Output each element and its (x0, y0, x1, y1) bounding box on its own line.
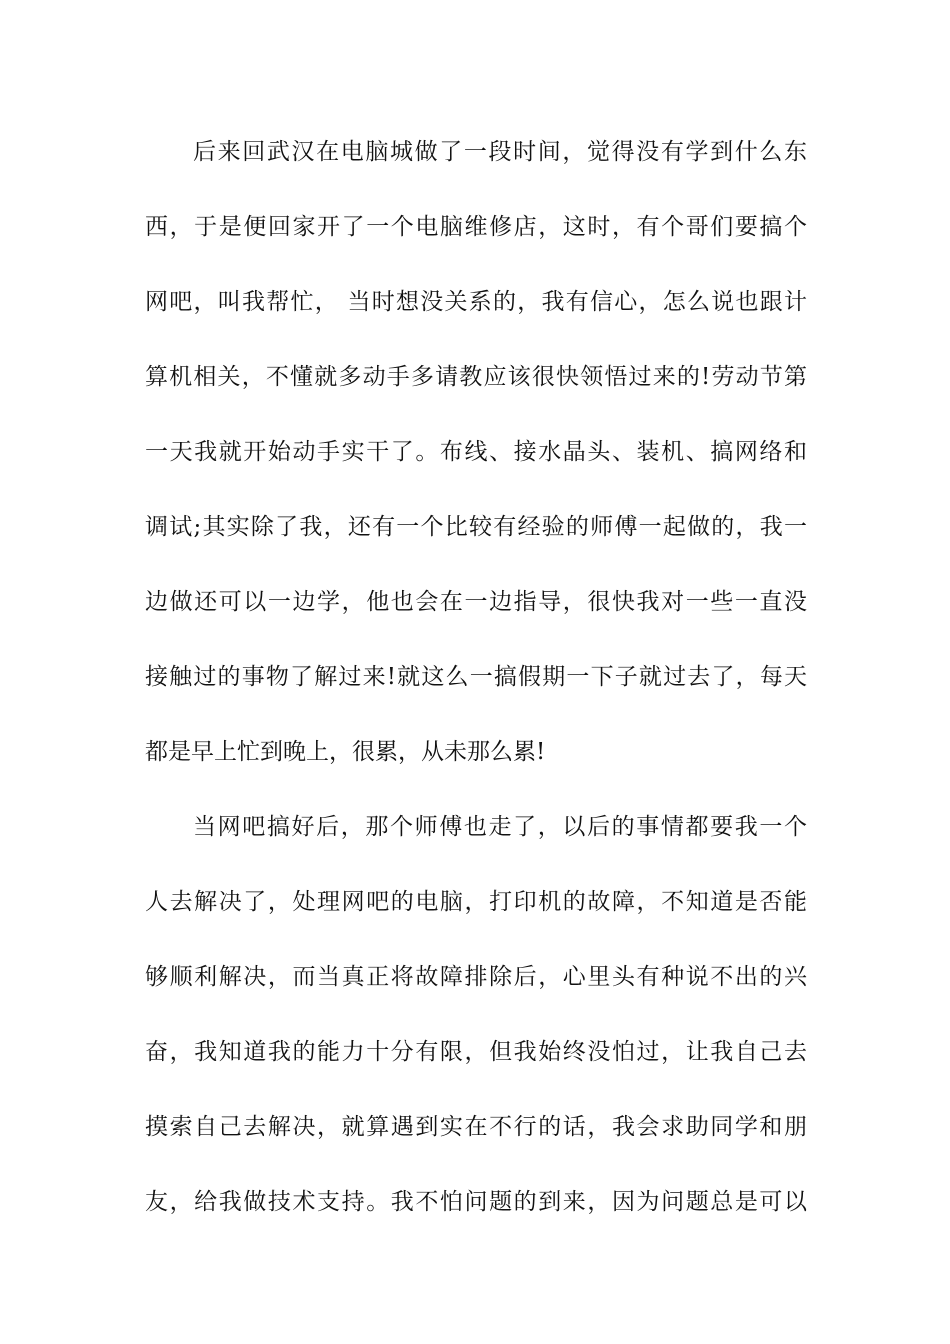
paragraph-line: 西，于是便回家开了一个电脑维修店，这时，有个哥们要搞个 (145, 214, 807, 240)
paragraph-line: 后来回武汉在电脑城做了一段时间，觉得没有学到什么东 (193, 139, 807, 165)
paragraph-line: 接触过的事物了解过来!就这么一搞假期一下子就过去了，每天 (145, 664, 807, 690)
paragraph-line: 算机相关，不懂就多动手多请教应该很快领悟过来的!劳动节第 (145, 364, 807, 390)
paragraph-line: 人去解决了，处理网吧的电脑，打印机的故障，不知道是否能 (145, 889, 807, 915)
paragraph-line: 调试;其实除了我，还有一个比较有经验的师傅一起做的，我一 (145, 514, 807, 540)
paragraph-line: 一天我就开始动手实干了。布线、接水晶头、装机、搞网络和 (145, 439, 807, 465)
paragraph-line: 够顺利解决，而当真正将故障排除后，心里头有种说不出的兴 (145, 964, 807, 990)
paragraph-line: 奋，我知道我的能力十分有限，但我始终没怕过，让我自己去 (145, 1039, 807, 1065)
paragraph-line: 友，给我做技术支持。我不怕问题的到来，因为问题总是可以 (145, 1189, 807, 1215)
paragraph-line: 网吧，叫我帮忙， 当时想没关系的，我有信心，怎么说也跟计 (145, 289, 807, 315)
paragraph-2 (145, 790, 807, 1240)
paragraph-line: 当网吧搞好后，那个师傅也走了，以后的事情都要我一个 (193, 814, 807, 840)
paragraph-1 (145, 115, 807, 790)
paragraph-line: 都是早上忙到晚上，很累，从未那么累! (145, 739, 546, 765)
paragraph-line: 摸索自己去解决，就算遇到实在不行的话，我会求助同学和朋 (145, 1114, 807, 1140)
document-body (145, 115, 807, 1240)
paragraph-line: 边做还可以一边学，他也会在一边指导，很快我对一些一直没 (145, 589, 807, 615)
